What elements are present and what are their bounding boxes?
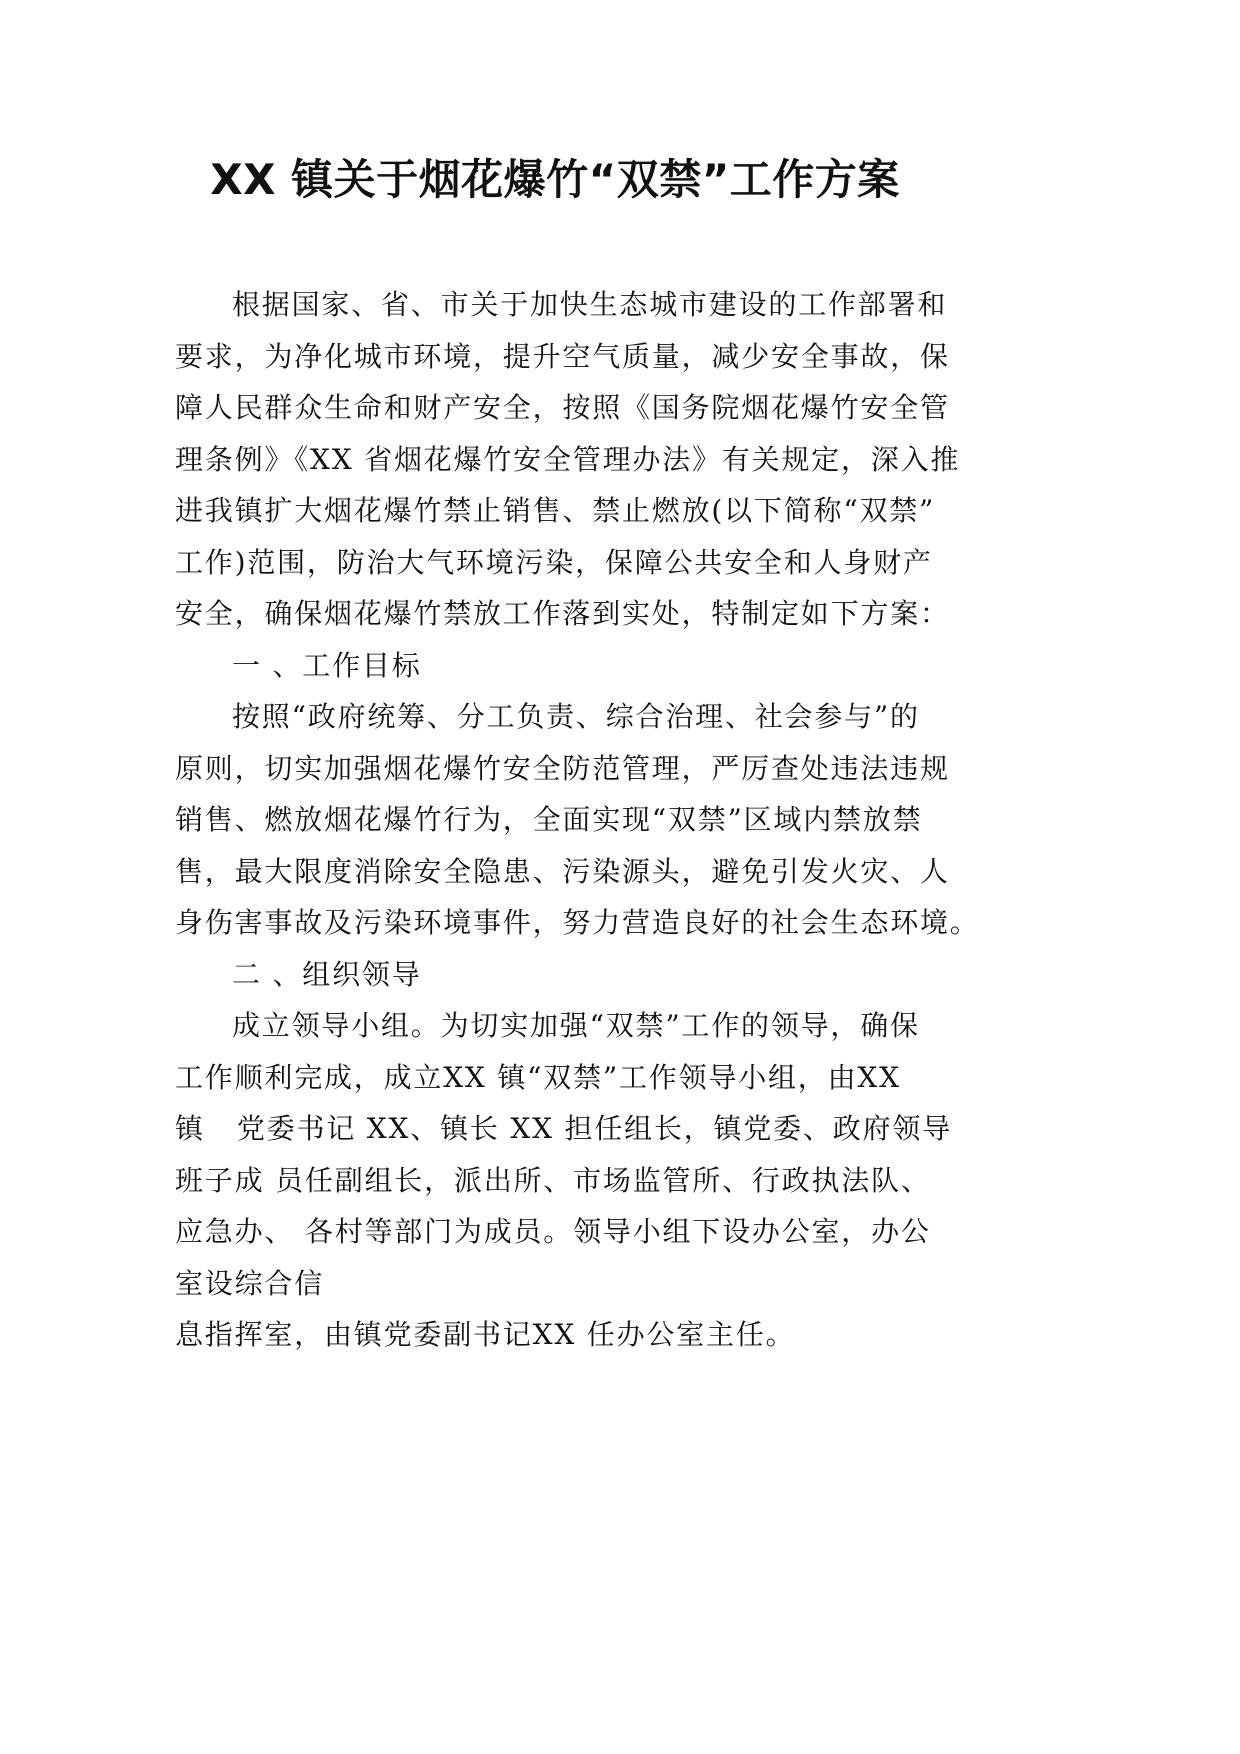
intro-line: 进我镇扩大烟花爆竹禁止销售、禁止燃放(以下简称“双禁”	[175, 494, 936, 527]
section-line: 售，最大限度消除安全隐患、污染源头，避免引发火灾、人	[175, 854, 950, 888]
section-line: 室设综合信	[175, 1266, 325, 1300]
intro-line: 安全，确保烟花爆竹禁放工作落到实处，特制定如下方案：	[175, 597, 950, 630]
section-line: 销售、燃放烟花爆竹行为，全面实现“双禁”区域内禁放禁	[175, 803, 923, 836]
section-line: 班子成 员任副组长，派出所、市场监管所、行政执法队、	[175, 1163, 931, 1197]
section-line: 原则，切实加强烟花爆竹安全防范管理，严厉查处违法违规	[175, 751, 950, 785]
section-line: 工作顺利完成，成立XX 镇“双禁”工作领导小组，由XX	[175, 1060, 901, 1094]
intro-line: 理条例》《XX 省烟花爆竹安全管理办法》有关规定，深入推	[175, 442, 961, 476]
section-heading: 一 、工作目标	[232, 648, 422, 682]
document-title: XX 镇关于烟花爆竹“双禁”工作方案	[210, 155, 900, 204]
section-line: 成立领导小组。为切实加强“双禁”工作的领导，确保	[232, 1009, 920, 1042]
section-line: 应急办、 各村等部门为成员。领导小组下设办公室，办公	[175, 1215, 931, 1248]
intro-line: 根据国家、省、市关于加快生态城市建设的工作部署和	[232, 288, 948, 321]
section-line: 身伤害事故及污染环境事件，努力营造良好的社会生态环境。	[175, 906, 980, 939]
section-line: 按照“政府统筹、分工负责、综合治理、社会参与”的	[232, 700, 920, 733]
section-heading: 二 、组织领导	[232, 957, 422, 991]
intro-line: 障人民群众生命和财产安全，按照《国务院烟花爆竹安全管	[175, 391, 950, 424]
document-body	[175, 279, 1075, 1361]
section-line: 息指挥室，由镇党委副书记XX 任办公室主任。	[175, 1318, 796, 1351]
section-line: 镇 党委书记 XX、镇长 XX 担任组长，镇党委、政府领导	[175, 1112, 952, 1145]
intro-line: 要求，为净化城市环境，提升空气质量，减少安全事故，保	[175, 339, 950, 373]
intro-line: 工作)范围，防治大气环境污染，保障公共安全和人身财产	[175, 545, 933, 579]
